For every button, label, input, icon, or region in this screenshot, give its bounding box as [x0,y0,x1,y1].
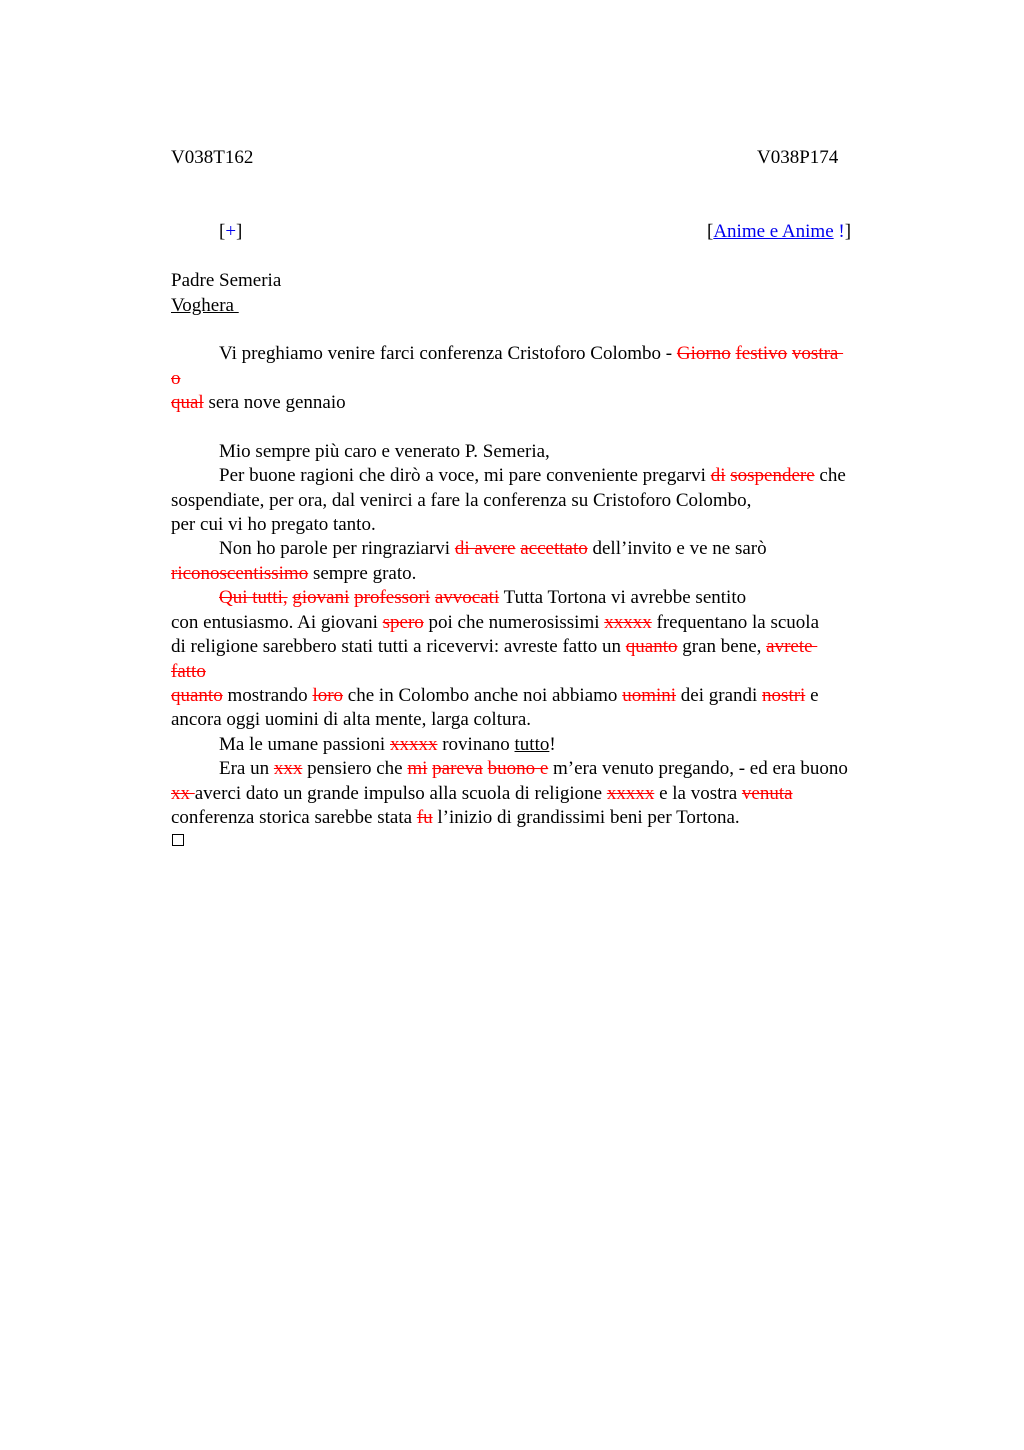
open-bracket: [ [707,221,714,242]
plus-nav [219,220,242,244]
deleted-word: riconoscentissimo [171,563,309,584]
deleted-word: giovani [292,587,350,608]
deleted-word: xxxxx [389,734,438,755]
deleted-word: di avere [454,538,516,559]
text: gran bene, [677,636,767,657]
p5-line-1 [219,757,848,781]
deleted-word: loro [312,685,344,706]
deleted-word: qual [171,392,204,413]
plus-link[interactable]: + [225,221,237,242]
p1-line-3: per cui vi ho pregato tanto. [171,514,376,535]
text: Ma le umane passioni [219,734,390,755]
deleted-word: xxxxx [604,612,652,633]
deleted-word: quanto [625,636,678,657]
city-text: Voghera [171,295,239,316]
deleted-word: spero [382,612,424,633]
p1-line-2: sospendiate, per ora, dal venirci a fare la conferenza su Cristoforo Colombo, [171,490,752,511]
deleted-word: fu [416,807,433,828]
text: poi che numerosissimi [423,612,605,633]
telegram-line-3 [171,391,346,415]
deleted-word: uomini [622,685,677,706]
deleted-word: avvocati [434,587,500,608]
telegram-text: Vi preghiamo venire farci conferenza Cristoforo Colombo - [219,343,677,364]
right-code: V038P174 [757,147,839,168]
p5-line-3 [171,806,740,830]
telegram-line-1 [219,342,843,366]
deleted-word: xxxxx [606,783,655,804]
p4-line-1 [219,733,556,757]
text: dei grandi [676,685,763,706]
deleted-word: fatto [171,661,206,682]
anime-nav [707,220,851,244]
deleted-word: sospendere [730,465,815,486]
text: mostrando [222,685,313,706]
text: conferenza storica sarebbe stata [171,807,417,828]
p3-line-1 [219,586,746,610]
p3-line-5 [171,684,819,708]
deleted-word: accettato [520,538,588,559]
close-bracket: ] [236,221,243,242]
deleted-word: Qui tutti, [219,587,288,608]
p2-line-1 [219,537,767,561]
underlined-word: tutto [514,734,550,755]
deleted-word: xx [171,783,195,804]
deleted-word: mi [407,758,428,779]
deleted-word: Giorno [676,343,731,364]
recipient-name: Padre Semeria [171,270,282,291]
end-of-text-square-icon [172,834,184,846]
text: averci dato un grande impulso alla scuola di religione [194,783,607,804]
text: che [814,465,846,486]
text: rovinano [437,734,515,755]
deleted-word: pareva [432,758,483,779]
text: Non ho parole per ringraziarvi [219,538,455,559]
text: m’era venuto pregando, - ed era buono [548,758,848,779]
p2-line-2 [171,562,416,586]
text: e la vostra [654,783,742,804]
deleted-word: quanto [171,685,223,706]
deleted-word: festivo [735,343,788,364]
telegram-line-2 [171,367,181,391]
text: frequentano la scuola [651,612,819,633]
deleted-word: xxx [273,758,303,779]
text: Per buone ragioni che dirò a voce, mi pare conveniente pregarvi [219,465,711,486]
close-bracket: ] [844,221,852,242]
p1-line-1 [219,464,846,488]
p3-line-2 [171,611,819,635]
text: che in Colombo anche noi abbiamo [343,685,623,706]
anime-link-suffix[interactable]: ! [833,221,845,242]
deleted-word: nostri [762,685,806,706]
telegram-text: sera nove gennaio [203,392,346,413]
p3-line-4 [171,660,206,684]
text: pensiero che [302,758,408,779]
p5-line-2 [171,782,793,806]
left-code: V038T162 [171,147,254,168]
deleted-word: o [171,368,181,389]
text: ! [549,734,556,755]
deleted-word: di [710,465,726,486]
deleted-word: avrete [766,636,818,657]
p3-line-6: ancora oggi uomini di alta mente, larga coltura. [171,709,531,730]
text: Tutta Tortona vi avrebbe sentito [499,587,747,608]
text: Era un [219,758,274,779]
salutation: Mio sempre più caro e venerato P. Semeria, [219,441,550,462]
deleted-word: buono e [487,758,549,779]
text: l’inizio di grandissimi beni per Tortona. [432,807,740,828]
anime-e-anime-link[interactable]: Anime e Anime [713,221,834,242]
recipient-city [171,294,239,318]
deleted-word: professori [354,587,431,608]
p3-line-3 [171,635,817,659]
deleted-word: venuta [741,783,793,804]
text: di religione sarebbero stati tutti a ricevervi: avreste fatto un [171,636,626,657]
text: sempre grato. [308,563,417,584]
deleted-word: vostra [791,343,844,364]
text: con entusiasmo. Ai giovani [171,612,383,633]
open-bracket: [ [219,221,226,242]
text: dell’invito e ve ne sarò [587,538,767,559]
text: e [805,685,819,706]
